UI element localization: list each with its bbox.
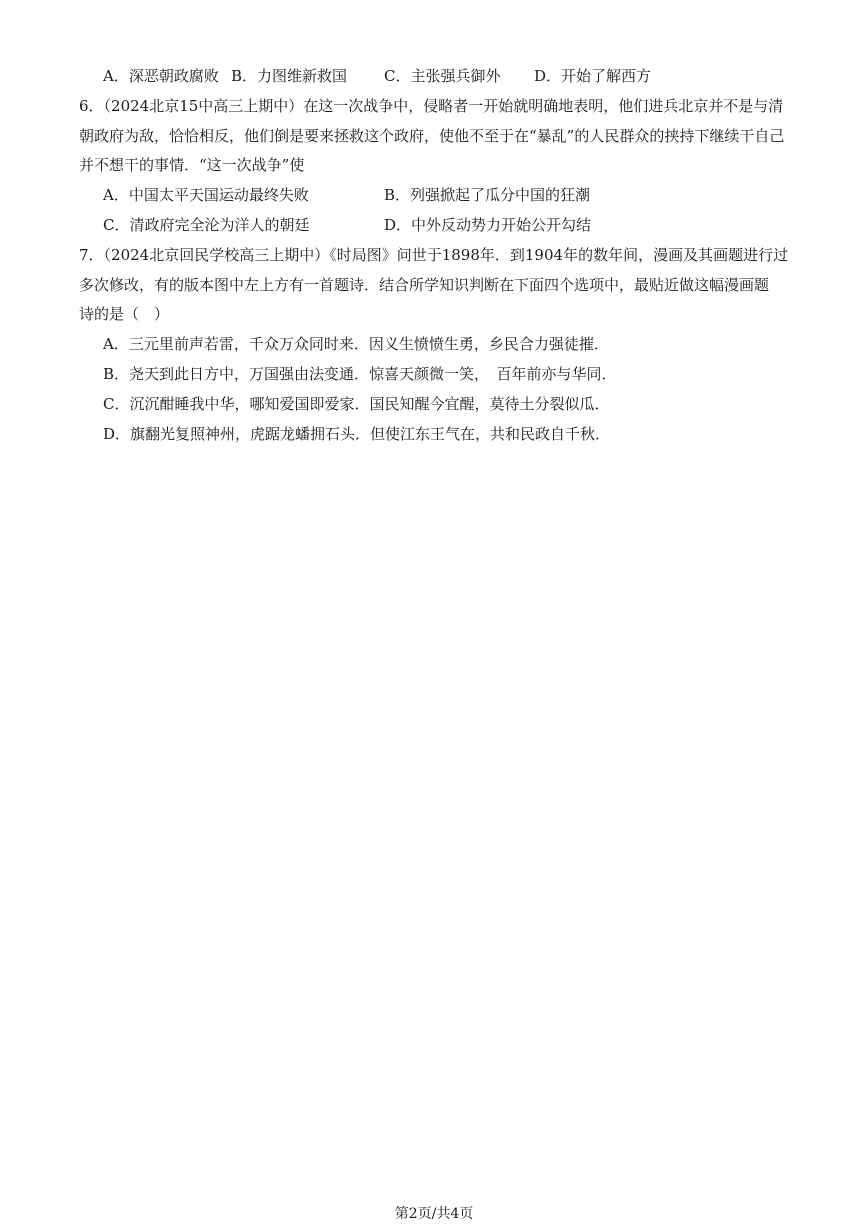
q5-option-a: A．深恶朝政腐败 [103, 67, 219, 85]
q7-option-c: C．沉沉酣睡我中华，哪知爱国即爱家．国民知醒今宜醒，莫待土分裂似瓜． [103, 395, 610, 413]
q6-option-a: A．中国太平天国运动最终失败 [103, 186, 309, 204]
q6-option-b: B．列强掀起了瓜分中国的狂潮 [384, 186, 591, 204]
q5-option-d: D．开始了解西方 [534, 67, 652, 85]
q5-option-b: B．力图维新救国 [231, 67, 348, 85]
q6-stem-line-2: 朝政府为敌，恰恰相反，他们倒是要来拯救这个政府，使他不至于在“暴乱”的人民群众的挟持下继续干自己 [79, 127, 785, 145]
q6-stem-line-1: 6．（2024北京15中高三上期中）在这一次战争中，侵略者一开始就明确地表明，他们进兵北京并不是与清 [79, 97, 784, 115]
q6-option-d: D．中外反动势力开始公开勾结 [384, 216, 592, 234]
q6-stem-line-3: 并不想干的事情．“这一次战争”使 [79, 156, 305, 174]
page-number: 第2页/共4页 [394, 1206, 474, 1222]
q6-option-c: C．清政府完全沦为洋人的朝廷 [103, 216, 310, 234]
q7-option-b: B．尧天到此日方中，万国强由法变通．惊喜天颜微一笑， 百年前亦与华同． [103, 365, 617, 383]
q5-option-c: C．主张强兵御外 [384, 67, 501, 85]
q7-stem-line-3: 诗的是（ ） [79, 305, 170, 323]
q7-stem-line-2: 多次修改，有的版本图中左上方有一首题诗．结合所学知识判断在下面四个选项中，最贴近做这幅漫画题 [79, 276, 770, 294]
q7-stem-line-1: 7．（2024北京回民学校高三上期中）《时局图》问世于1898年．到1904年的数年间，漫画及其画题进行过 [79, 246, 789, 264]
q7-option-d: D．旗翻光复照神州，虎踞龙蟠拥石头．但使江东王气在，共和民政自千秋． [103, 425, 611, 443]
q7-option-a: A．三元里前声若雷，千众万众同时来．因义生愤愤生勇，乡民合力强徒摧． [103, 335, 609, 353]
